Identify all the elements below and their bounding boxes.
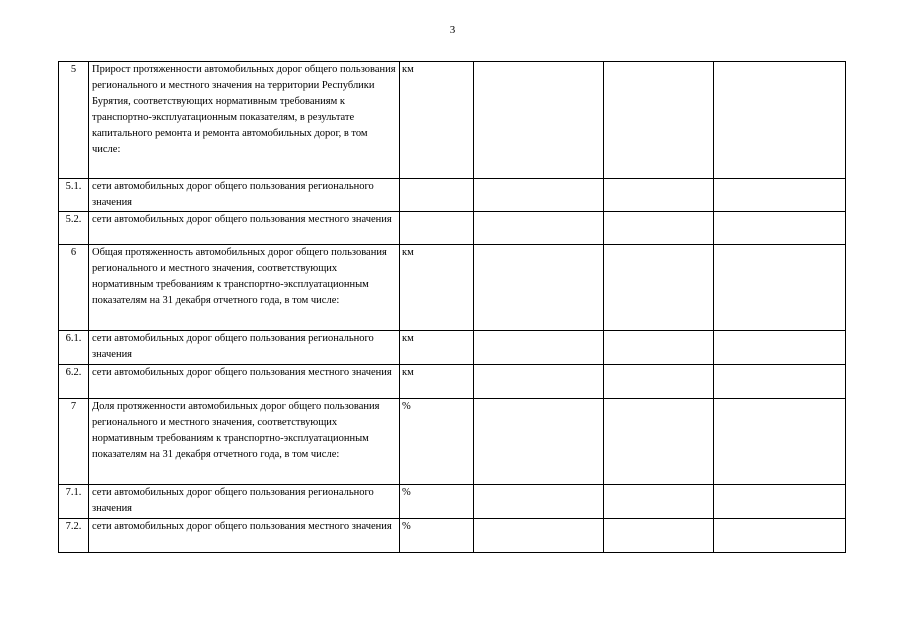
value-cell (714, 485, 846, 519)
value-cell (714, 179, 846, 212)
value-cell (604, 519, 714, 553)
unit-cell (400, 212, 474, 245)
row-number: 7.1. (59, 485, 89, 519)
row-number: 5 (59, 62, 89, 179)
value-cell (604, 331, 714, 365)
indicator-name: Общая протяженность автомобильных дорог общего пользования регионального и местного значения, соответствующих нормативным требованиям к транспортно-эксплуатационным показателям на 31 декабря отчетного года, в том числе: (89, 245, 400, 331)
value-cell (714, 519, 846, 553)
value-cell (714, 399, 846, 485)
value-cell (714, 245, 846, 331)
page-number: 3 (449, 24, 456, 36)
table-row (59, 485, 846, 519)
value-cell (474, 331, 604, 365)
indicator-name: сети автомобильных дорог общего пользования местного значения (89, 365, 400, 399)
table-row (59, 179, 846, 212)
unit-cell: км (400, 245, 474, 331)
value-cell (604, 485, 714, 519)
unit-cell: % (400, 399, 474, 485)
unit-cell (400, 179, 474, 212)
indicator-name: сети автомобильных дорог общего пользования регионального значения (89, 485, 400, 519)
value-cell (604, 179, 714, 212)
table-row (59, 331, 846, 365)
unit-cell: км (400, 331, 474, 365)
table-row (59, 399, 846, 485)
unit-cell: км (400, 365, 474, 399)
indicator-name: сети автомобильных дорог общего пользования местного значения (89, 519, 400, 553)
value-cell (474, 179, 604, 212)
table-row (59, 365, 846, 399)
value-cell (474, 365, 604, 399)
indicator-name: сети автомобильных дорог общего пользования местного значения (89, 212, 400, 245)
indicator-table (58, 61, 846, 553)
row-number: 5.1. (59, 179, 89, 212)
table-row (59, 245, 846, 331)
row-number: 6 (59, 245, 89, 331)
unit-cell: % (400, 485, 474, 519)
value-cell (604, 365, 714, 399)
unit-cell: % (400, 519, 474, 553)
value-cell (714, 62, 846, 179)
value-cell (474, 212, 604, 245)
row-number: 7 (59, 399, 89, 485)
value-cell (474, 62, 604, 179)
table-row (59, 212, 846, 245)
row-number: 6.1. (59, 331, 89, 365)
unit-cell: км (400, 62, 474, 179)
value-cell (604, 62, 714, 179)
table-row (59, 519, 846, 553)
value-cell (714, 212, 846, 245)
row-number: 7.2. (59, 519, 89, 553)
table-row (59, 62, 846, 179)
value-cell (714, 365, 846, 399)
value-cell (474, 245, 604, 331)
row-number: 5.2. (59, 212, 89, 245)
value-cell (714, 331, 846, 365)
value-cell (604, 245, 714, 331)
value-cell (474, 399, 604, 485)
value-cell (474, 519, 604, 553)
value-cell (604, 212, 714, 245)
indicator-name: Прирост протяженности автомобильных дорог общего пользования регионального и местного значения на территории Республики Бурятия, соответствующих нормативным требованиям к транспортно-эксплуатационным показателям, в результате капитального ремонта и ремонта автомобильных дорог, в том числе: (89, 62, 400, 179)
indicator-name: Доля протяженности автомобильных дорог общего пользования регионального и местного значения, соответствующих нормативным требованиям к транспортно-эксплуатационным показателям на 31 декабря отчетного года, в том числе: (89, 399, 400, 485)
row-number: 6.2. (59, 365, 89, 399)
indicator-name: сети автомобильных дорог общего пользования регионального значения (89, 331, 400, 365)
value-cell (604, 399, 714, 485)
indicator-name: сети автомобильных дорог общего пользования регионального значения (89, 179, 400, 212)
value-cell (474, 485, 604, 519)
